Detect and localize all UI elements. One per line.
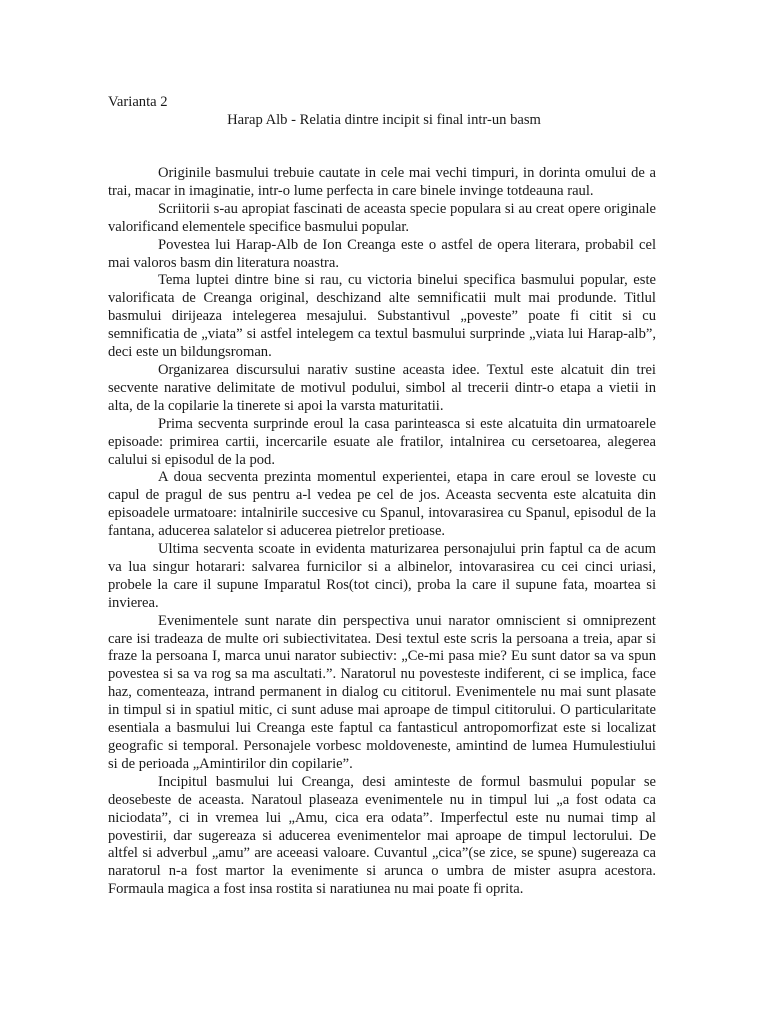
paragraph: Scriitorii s-au apropiat fascinati de aceasta specie populara si au creat opere originale valorificand elementele specifice basmului popular. (108, 200, 656, 235)
document-body (108, 165, 656, 899)
paragraph: Tema luptei dintre bine si rau, cu victoria binelui specifica basmului popular, este valorificata de Creanga original, deschizand alte semnificatii mult mai produnde. Titlul basmului dirijeaza intelegerea mesajului. Substantivul „poveste” poate fi citit si cu semnificatia de „viata” si astfel intelegem ca textul basmului surprinde „viata lui Harap-alb”, deci este un bildungsroman. (108, 272, 656, 361)
page-title: Harap Alb - Relatia dintre incipit si final intr-un basm (227, 112, 541, 128)
paragraph: Originile basmului trebuie cautate in cele mai vechi timpuri, in dorinta omului de a trai, macar in imaginatie, intr-o lume perfecta in care binele invinge totdeauna raul. (108, 165, 656, 199)
paragraph: Incipitul basmului lui Creanga, desi aminteste de formul basmului popular se deosebeste de aceasta. Naratoul plaseaza evenimentele nu in timpul lui „a fost odata ca niciodata”, ci in vremea lui „Amu, cica era odata”. Imperfectul este nu numai timp al povestirii, dar sugereaza si aducerea evenimentelor mai aproape de timpul lectorului. De altfel si adverbul „amu” are aceeasi valoare. Cuvantul „cica”(se zice, se spune) sugereaza ca naratorul n-a fost martor la evenimente si arunca o umbra de mister asupra acestora. Formaula magica a fost insa rostita si naratiunea nu mai poate fi oprita. (108, 773, 656, 898)
paragraph: Evenimentele sunt narate din perspectiva unui narator omniscient si omniprezent care isi tradeaza de multe ori subiectivitatea. Desi textul este scris la persoana a treia, apar si fraze la persoana I, marca unui narator subiectiv: „Ce-mi pasa mie? Eu sunt dator sa va spun povestea si sa va rog sa ma ascultati.”. Naratorul nu povesteste indiferent, ci se implica, face haz, comenteaza, intrand permanent in dialog cu cititorul. Evenimentele nu mai sunt plasate in timpul si in spatiul mitic, ci sunt aduse mai aproape de timpul cititorului. O particularitate esentiala a basmului lui Creanga este faptul ca fantasticul antropomorfizat este si localizat geografic si temporal. Personajele vorbesc moldoveneste, amintind de lumea Humulestiului si de perioada „Amintirilor din copilarie”. (108, 612, 656, 772)
paragraph: A doua secventa prezinta momentul experientei, etapa in care eroul se loveste cu capul de pragul de sus pentru a-l vedea pe cel de jos. Aceasta secventa este alcatuita din episoadele urmatoare: intalnirile succesive cu Spanul, intovarasirea cu Spanul, episodul de la fantana, aducerea salatelor si aducerea pietrelor pretioase. (108, 469, 656, 540)
paragraph: Povestea lui Harap-Alb de Ion Creanga este o astfel de opera literara, probabil cel mai valoros basm din literatura noastra. (108, 236, 656, 271)
paragraph: Organizarea discursului narativ sustine aceasta idee. Textul este alcatuit din trei secvente narative delimitate de motivul podului, simbol al trecerii dintr-o etapa a vietii in alta, de la copilarie la tinerete si apoi la varsta maturitatii. (108, 361, 656, 414)
paragraph: Ultima secventa scoate in evidenta maturizarea personajului prin faptul ca de acum va lua singur hotarari: salvarea furnicilor si a albinelor, intovarasirea cu cei cinci uriasi, probele la care il supune Imparatul Ros(tot cinci), proba la care il supune fata, moartea si invierea. (108, 541, 656, 611)
variant-label: Varianta 2 (108, 94, 168, 110)
paragraph: Prima secventa surprinde eroul la casa parinteasca si este alcatuita din urmatoarele episoade: primirea cartii, incercarile esuate ale fratilor, intalnirea cu cersetoarea, alegerea calului si episodul de la pod. (108, 415, 656, 468)
